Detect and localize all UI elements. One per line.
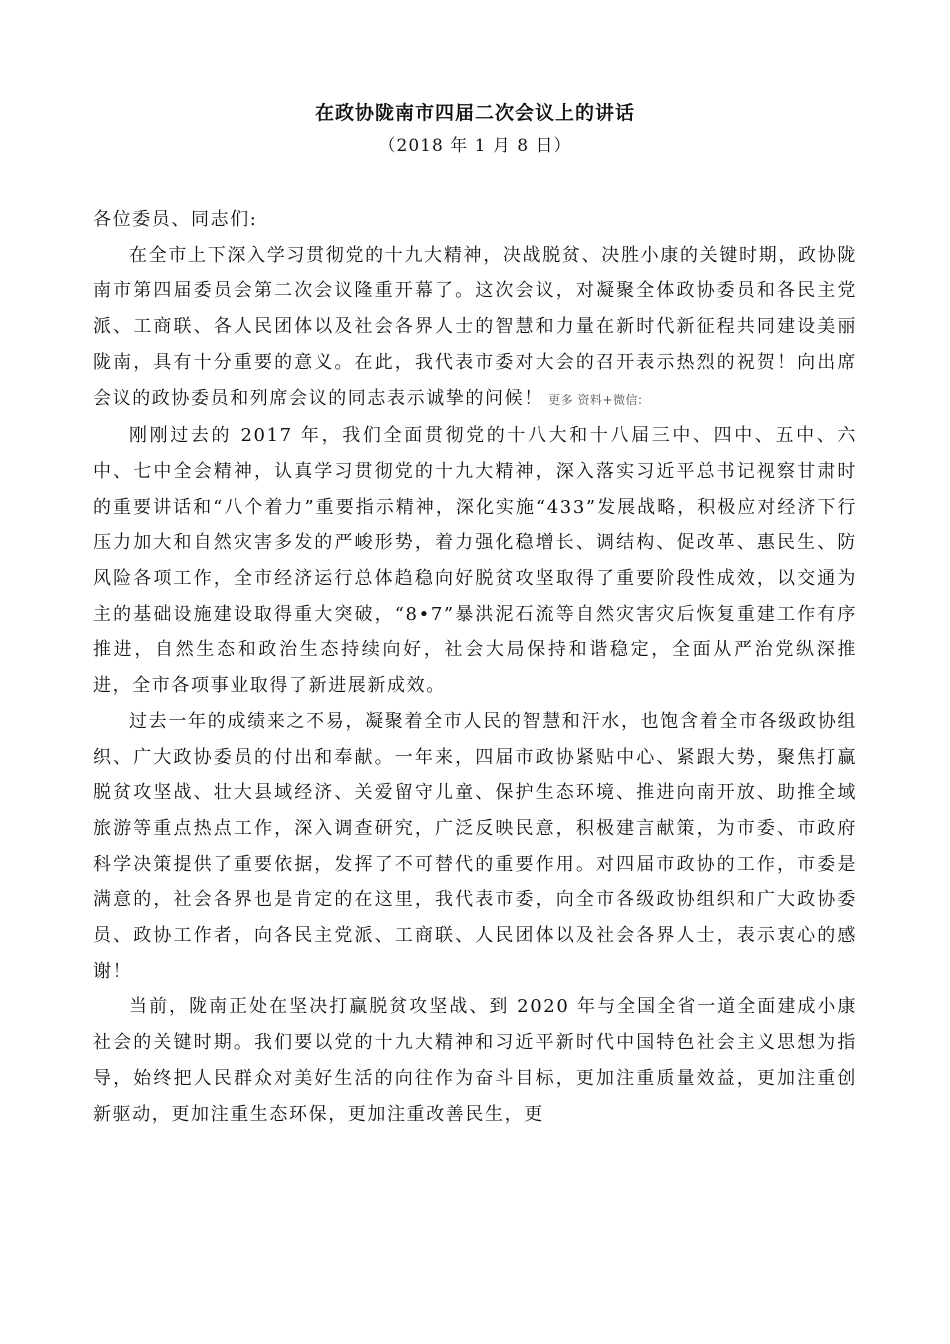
document-title: 在政协陇南市四届二次会议上的讲话 [314, 102, 635, 124]
paragraph-2: 刚刚过去的 2017 年，我们全面贯彻党的十八大和十八届三中、四中、五中、六中、七中全会精神，认真学习贯彻党的十九大精神，深入落实习近平总书记视察甘肃时的重要讲话和“八个着力”重要指示精神，深化实施“433”发展战略，积极应对经济下行压力加大和自然灾害多发的严峻形势，着力强化稳增长、调结构、促改革、惠民生、防风险各项工作，全市经济运行总体趋稳向好脱贫攻坚取得了重要阶段性成效，以交通为主的基础设施建设取得重大突破，“8•7”暴洪泥石流等自然灾害灾后恢复重建工作有序推进，自然生态和政治生态持续向好，社会大局保持和谐稳定，全面从严治党纵深推进，全市各项事业取得了新进展新成效。 [93, 425, 857, 697]
paragraph-3: 过去一年的成绩来之不易，凝聚着全市人民的智慧和汗水，也饱含着全市各级政协组织、广大政协委员的付出和奉献。一年来，四届市政协紧贴中心、紧跟大势，聚焦打赢脱贫攻坚战、壮大县域经济、关爱留守儿童、保护生态环境、推进向南开放、助推全域旅游等重点热点工作，深入调查研究，广泛反映民意，积极建言献策，为市委、市政府科学决策提供了重要依据，发挥了不可替代的重要作用。对四届市政协的工作，市委是满意的，社会各界也是肯定的在这里，我代表市委，向全市各级政协组织和广大政协委员、政协工作者，向各民主党派、工商联、人民团体以及社会各界人士，表示衷心的感谢！ [93, 710, 857, 982]
document-date: （2018 年 1 月 8 日） [378, 136, 572, 156]
inline-note: 更多 资料+微信: [543, 392, 643, 407]
salutation: 各位委员、同志们: [93, 209, 258, 230]
paragraph-1-text: 在全市上下深入学习贯彻党的十九大精神，决战脱贫、决胜小康的关键时期，政协陇南市第四届委员会第二次会议隆重开幕了。这次会议，对凝聚全体政协委员和各民主党派、工商联、各人民团体以及社会各界人士的智慧和力量在新时代新征程共同建设美丽陇南，具有十分重要的意义。在此，我代表市委对大会的召开表示热烈的祝贺！向出席会议的政协委员和列席会议的同志表示诚挚的问候！ [93, 244, 857, 409]
document-body [93, 202, 857, 1132]
paragraph-1 [93, 238, 857, 419]
paragraph-4: 当前，陇南正处在坚决打赢脱贫攻坚战、到 2020 年与全国全省一道全面建成小康社会的关键时期。我们要以党的十九大精神和习近平新时代中国特色社会主义思想为指导，始终把人民群众对美好生活的向往作为奋斗目标，更加注重质量效益，更加注重创新驱动，更加注重生态环保，更加注重改善民生，更 [93, 996, 857, 1125]
